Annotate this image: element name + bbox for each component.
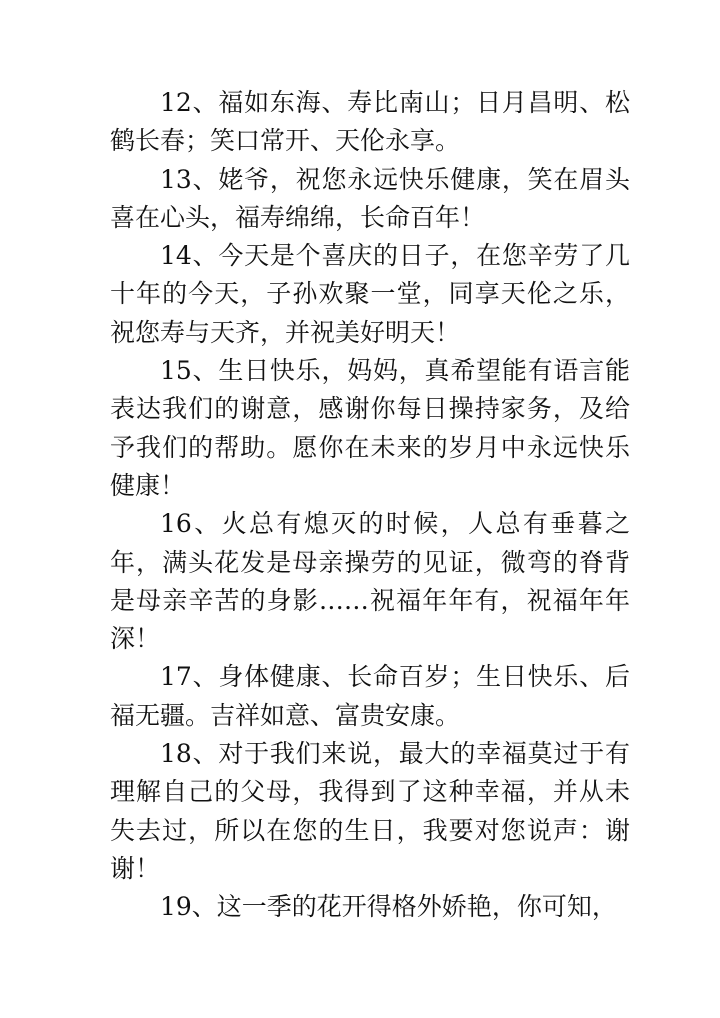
document-body [110, 84, 630, 927]
paragraph-12: 12、福如东海、寿比南山；日月昌明、松鹤长春；笑口常开、天伦永享。 [110, 88, 630, 156]
paragraph-15: 15、生日快乐，妈妈，真希望能有语言能表达我们的谢意，感谢你每日操持家务，及给予我们的帮助。愿你在未来的岁月中永远快乐健康！ [110, 356, 630, 500]
paragraph-19: 19、这一季的花开得格外娇艳，你可知， [160, 892, 617, 922]
paragraph-13: 13、姥爷，祝您永远快乐健康，笑在眉头喜在心头，福寿绵绵，长命百年！ [110, 164, 630, 232]
paragraph-18: 18、对于我们来说，最大的幸福莫过于有理解自己的父母，我得到了这种幸福，并从未失去过，所以在您的生日，我要对您说声：谢谢！ [110, 739, 630, 883]
paragraph-17: 17、身体健康、长命百岁；生日快乐、后福无疆。吉祥如意、富贵安康。 [110, 662, 630, 730]
paragraph-16: 16、火总有熄灭的时候，人总有垂暮之年，满头花发是母亲操劳的见证，微弯的脊背是母亲辛苦的身影……祝福年年有，祝福年年深！ [110, 509, 630, 654]
paragraph-14: 14、今天是个喜庆的日子，在您辛劳了几十年的今天，子孙欢聚一堂，同享天伦之乐，祝您寿与天齐，并祝美好明天！ [110, 241, 630, 347]
